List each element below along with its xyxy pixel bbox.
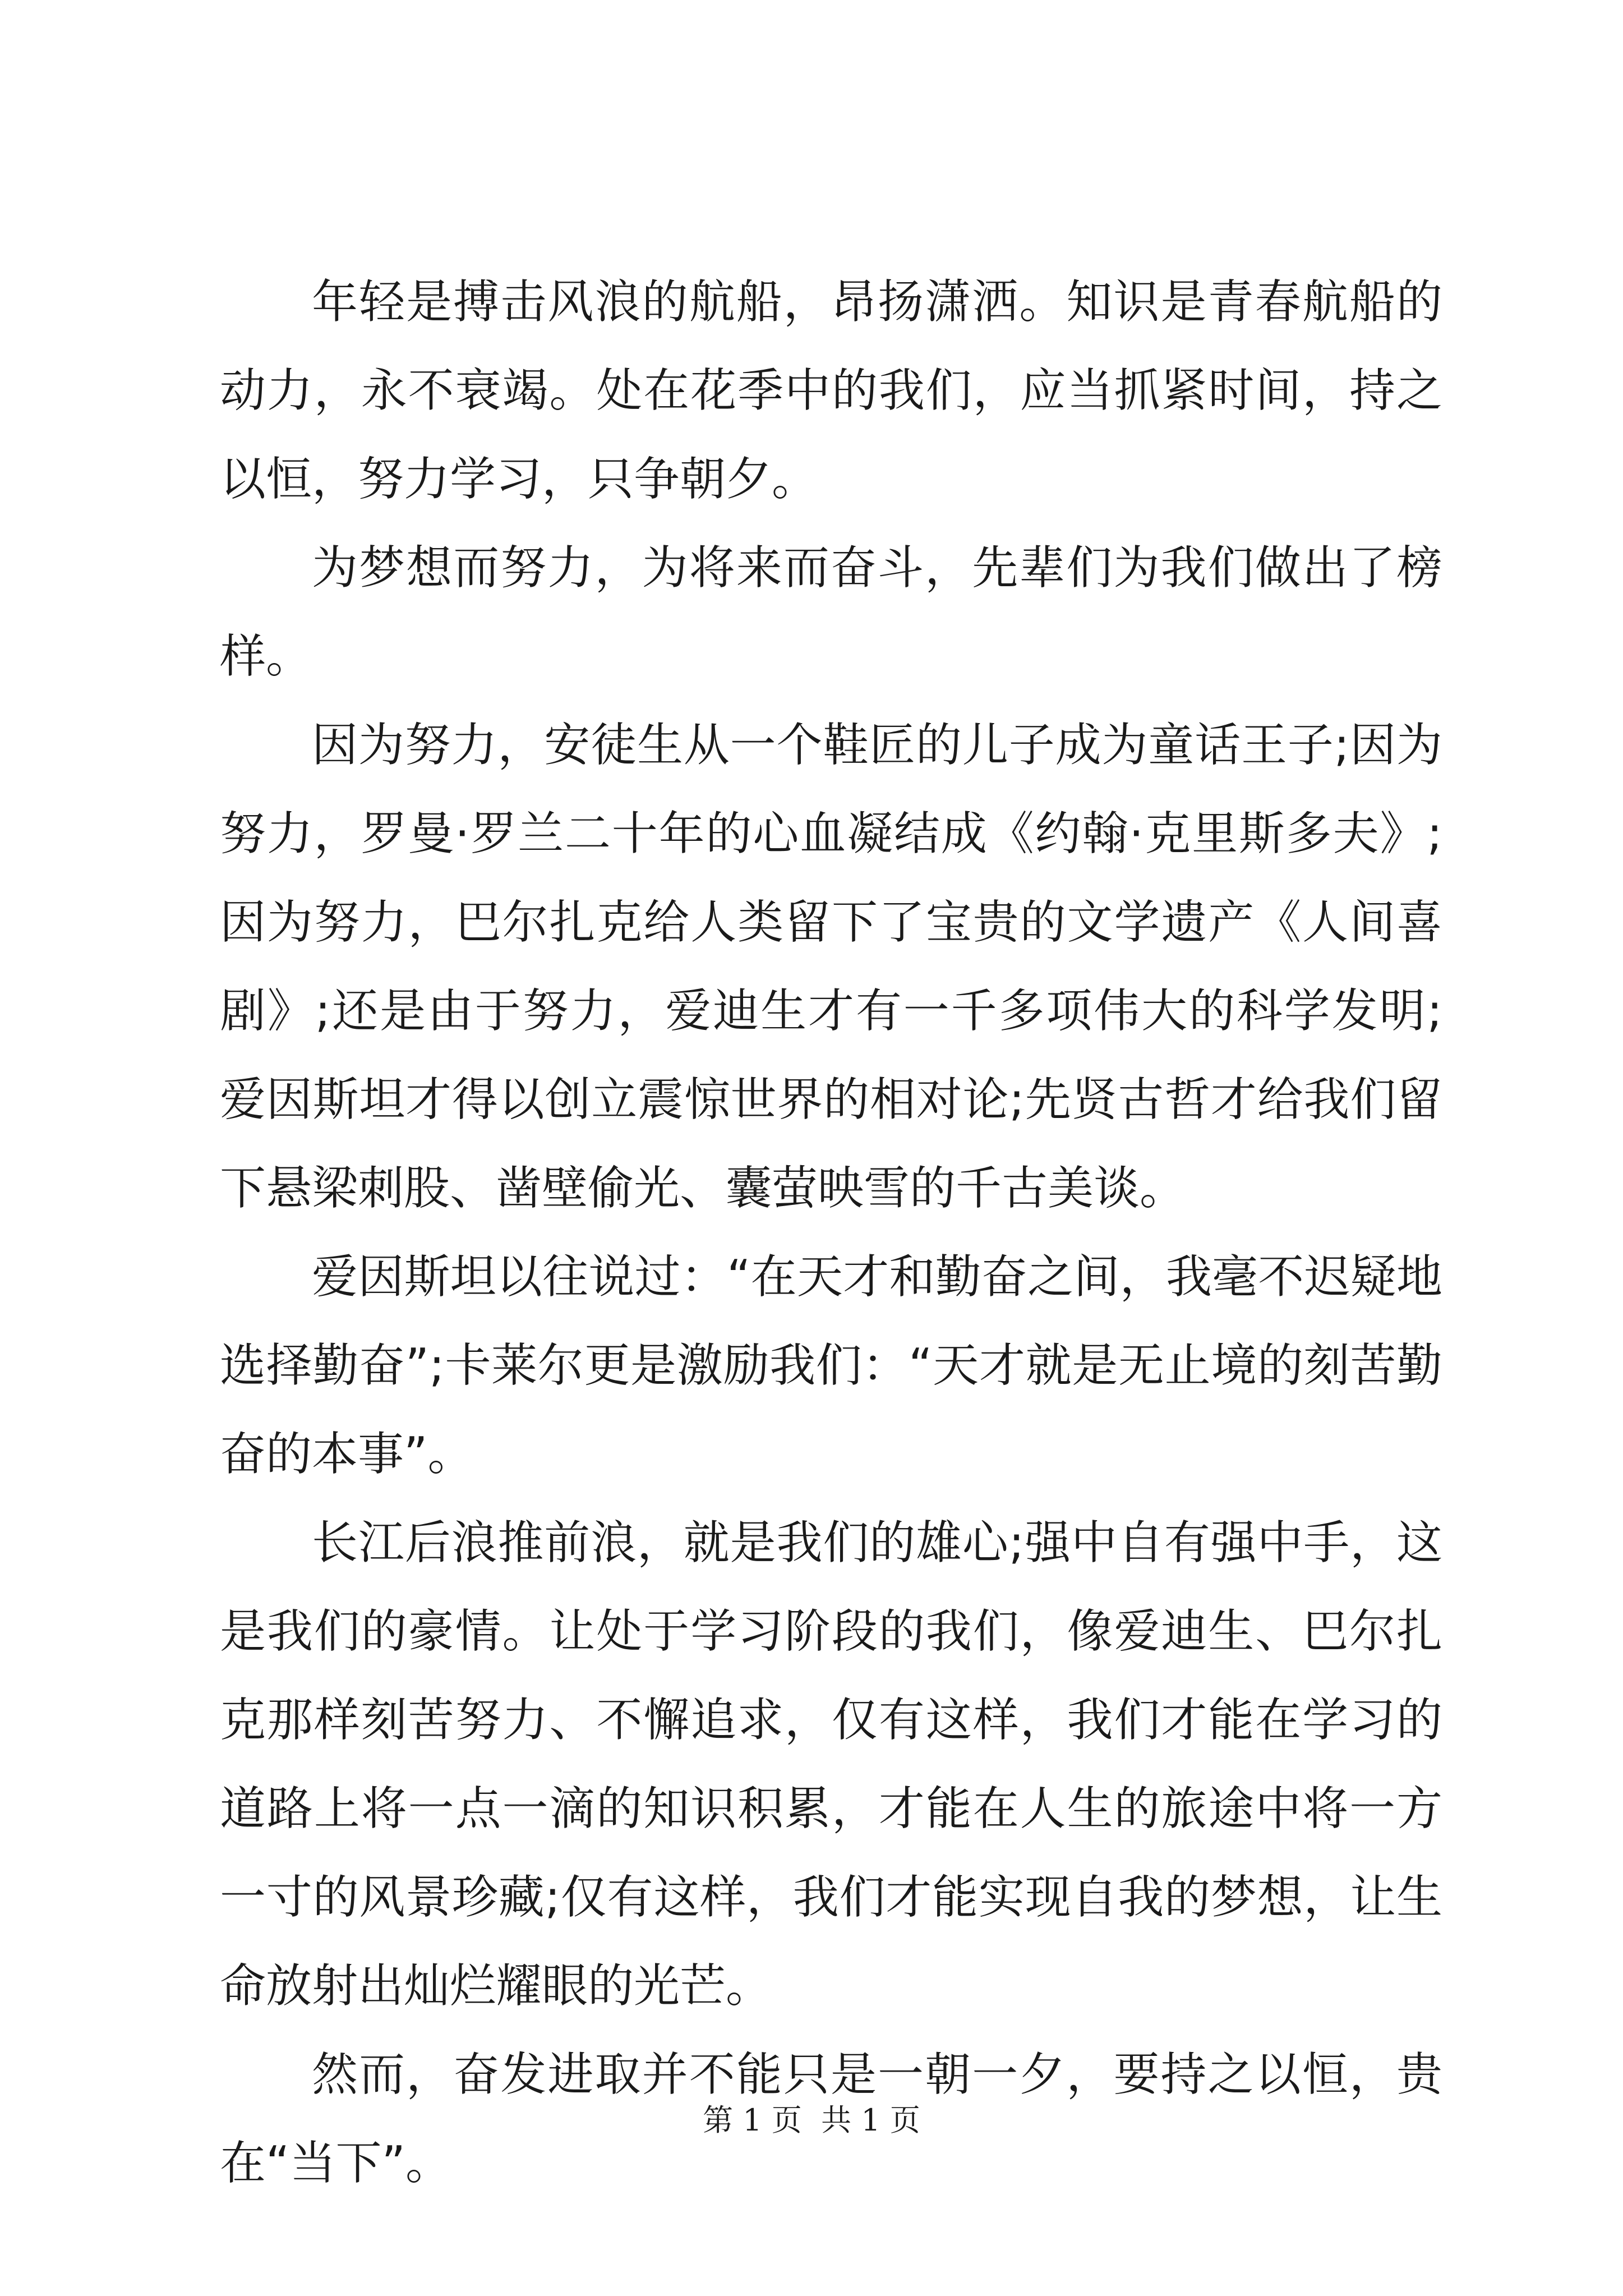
paragraph-1: 年轻是搏击风浪的航船，昂扬潇洒。知识是青春航船的动力，永不衰竭。处在花季中的我们，应当抓紧时间，持之以恒，努力学习，只争朝夕。	[220, 275, 1442, 506]
paragraph-3: 因为努力，安徒生从一个鞋匠的儿子成为童话王子;因为努力，罗曼·罗兰二十年的心血凝结成《约翰·克里斯多夫》;因为努力，巴尔扎克给人类留下了宝贵的文学遗产《人间喜剧》;还是由于努力，爱迪生才有一千多项伟大的科学发明;爱因斯坦才得以创立震惊世界的相对论;先贤古哲才给我们留下悬梁刺股、凿壁偷光、囊萤映雪的千古美谈。	[220, 719, 1442, 1215]
paragraph-6: 然而，奋发进取并不能只是一朝一夕，要持之以恒，贵在“当下”。	[220, 2048, 1442, 2190]
paragraph-2: 为梦想而努力，为将来而奋斗，先辈们为我们做出了榜样。	[220, 541, 1442, 683]
page-number: 第 1 页 共 1 页	[703, 2102, 920, 2138]
page-footer	[0, 2101, 1623, 2140]
paragraph-4: 爱因斯坦以往说过：“在天才和勤奋之间，我毫不迟疑地选择勤奋”;卡莱尔更是激励我们：“天才就是无止境的刻苦勤奋的本事”。	[220, 1250, 1442, 1481]
paragraph-5: 长江后浪推前浪，就是我们的雄心;强中自有强中手，这是我们的豪情。让处于学习阶段的我们，像爱迪生、巴尔扎克那样刻苦努力、不懈追求，仅有这样，我们才能在学习的道路上将一点一滴的知识积累，才能在人生的旅途中将一方一寸的风景珍藏;仅有这样，我们才能实现自我的梦想，让生命放射出灿烂耀眼的光芒。	[220, 1516, 1442, 2013]
document-body	[220, 258, 1442, 2208]
